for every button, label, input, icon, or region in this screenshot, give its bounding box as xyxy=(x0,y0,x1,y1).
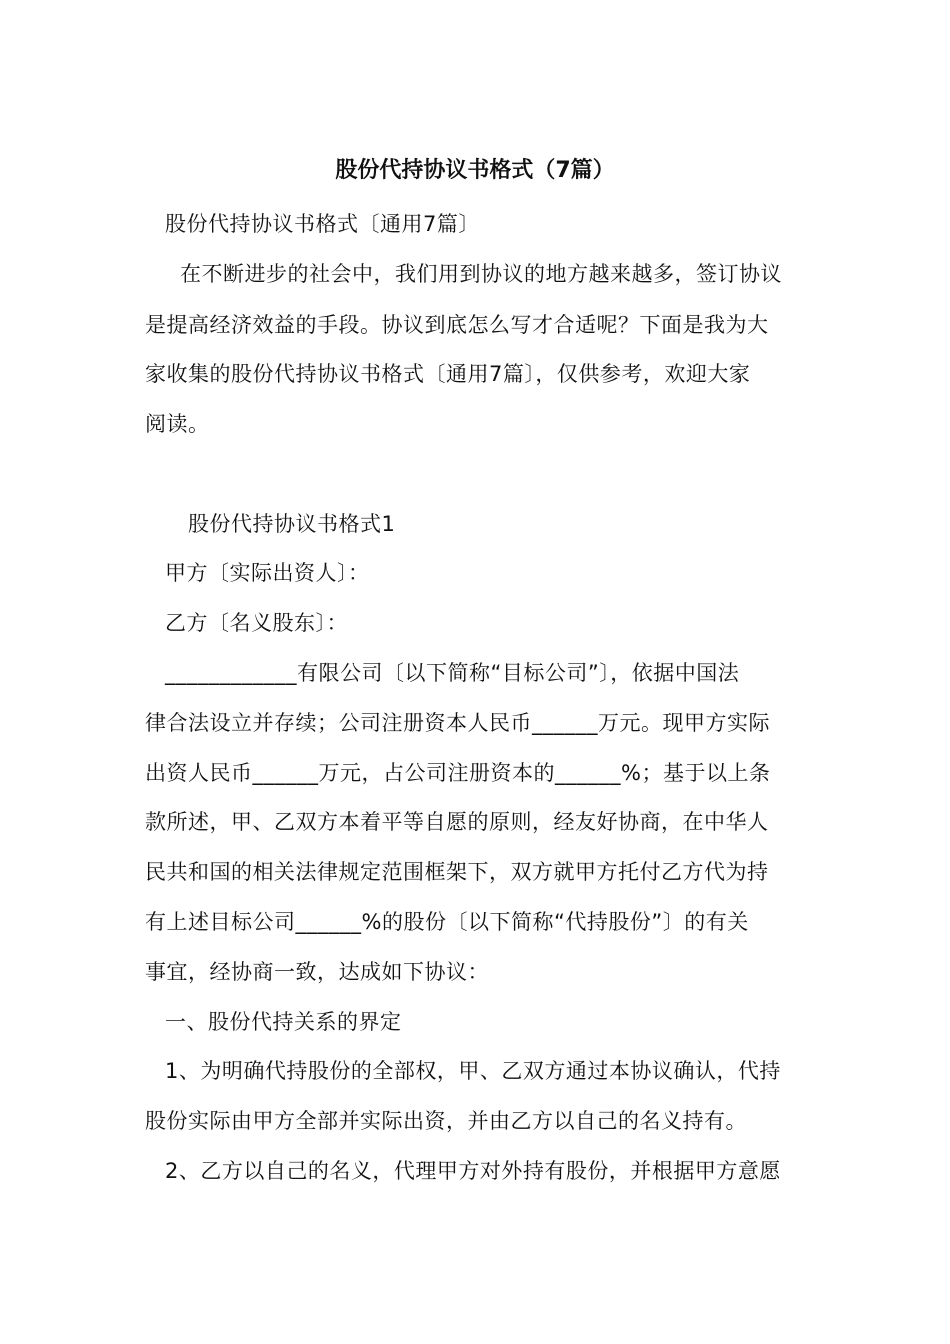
clause-1-line-2: 股份实际由甲方全部并实际出资，并由乙方以自己的名义持有。 xyxy=(145,1109,747,1133)
clause-heading: 一、股份代持关系的界定 xyxy=(165,1010,402,1034)
document-subtitle: 股份代持协议书格式〔通用7篇〕 xyxy=(165,212,480,236)
body-line-2: 律合法设立并存续；公司注册资本人民币______万元。现甲方实际 xyxy=(145,711,770,735)
body-line-6: 有上述目标公司______%的股份〔以下简称“代持股份”〕的有关 xyxy=(145,910,749,934)
document-title: 股份代持协议书格式（7篇） xyxy=(335,158,615,183)
body-line-1: ____________有限公司〔以下简称“目标公司”〕，依据中国法 xyxy=(165,661,740,685)
body-line-5: 民共和国的相关法律规定范围框架下，双方就甲方托付乙方代为持 xyxy=(145,860,769,884)
clause-2-line-1: 2、乙方以自己的名义，代理甲方对外持有股份，并根据甲方意愿 xyxy=(165,1159,781,1183)
body-line-4: 款所述，甲、乙双方本着平等自愿的原则，经友好协商，在中华人 xyxy=(145,810,769,834)
intro-line-4: 阅读。 xyxy=(145,412,210,436)
intro-line-2: 是提高经济效益的手段。协议到底怎么写才合适呢？下面是我为大 xyxy=(145,313,769,337)
body-line-7: 事宜，经协商一致，达成如下协议： xyxy=(145,960,489,984)
party-a-label: 甲方〔实际出资人〕： xyxy=(165,561,370,585)
intro-line-3: 家收集的股份代持协议书格式〔通用7篇〕，仅供参考，欢迎大家 xyxy=(145,362,751,386)
section-title: 股份代持协议书格式1 xyxy=(188,512,396,536)
body-line-3: 出资人民币______万元，占公司注册资本的______%；基于以上条 xyxy=(145,761,771,785)
intro-line-1: 在不断进步的社会中，我们用到协议的地方越来越多，签订协议 xyxy=(180,262,782,286)
party-b-label: 乙方〔名义股东〕： xyxy=(165,611,348,635)
clause-1-line-1: 1、为明确代持股份的全部权，甲、乙双方通过本协议确认，代持 xyxy=(165,1059,781,1083)
